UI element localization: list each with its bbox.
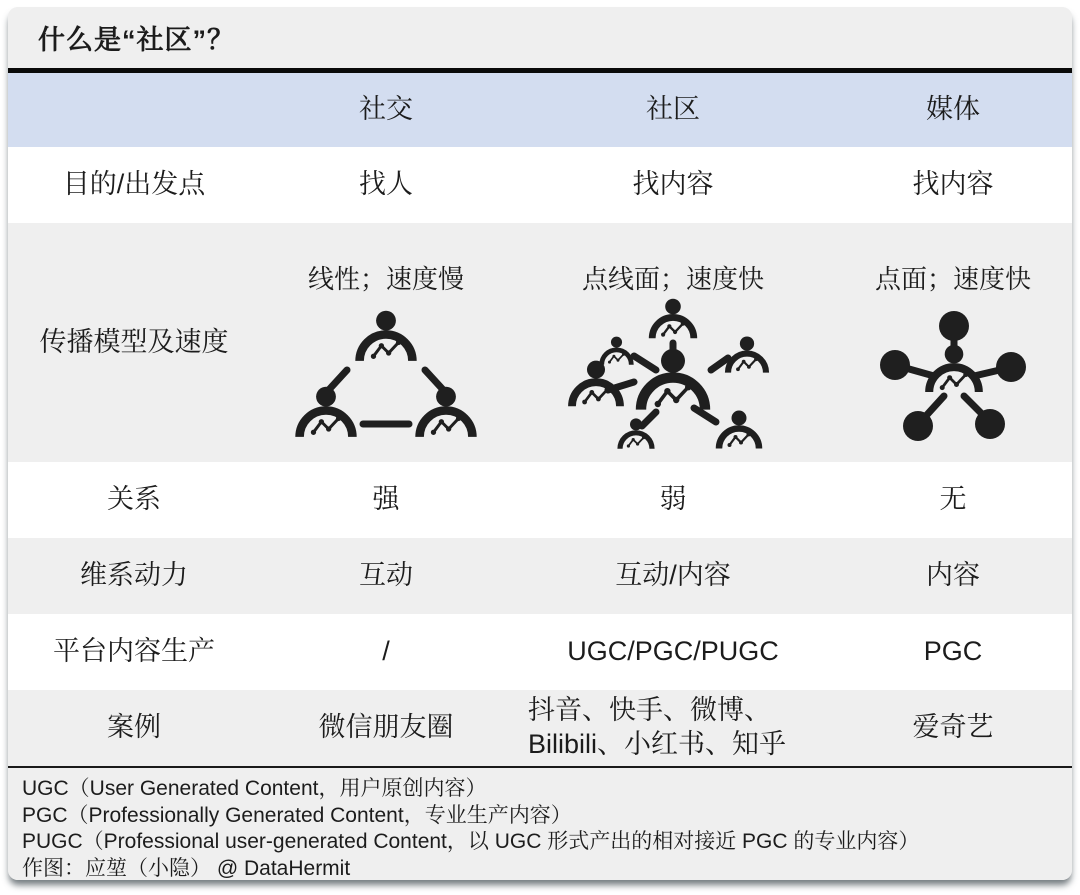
node-dot [939,311,969,341]
footnotes [8,768,1072,880]
person-icon [360,310,413,360]
page-title: 什么是“社区”？ [38,25,235,55]
cell-media-examples: 爱奇艺 [912,712,994,743]
person-icon [652,298,694,338]
hub-spoke-diagram [878,310,1028,445]
node-dot [996,352,1026,382]
footnote-ugc: UGC（User Generated Content，用户原创内容） [22,777,487,800]
edge-line [642,412,656,426]
footnote-pgc: PGC（Professionally Generated Content，专业生产内容） [22,803,572,827]
title-bar [8,7,1072,68]
cell-community-model [512,223,834,463]
cell-media-purpose: 找内容 [912,169,994,200]
model-caption-community: 点线面；速度快 [581,264,764,294]
cell-media-driver: 内容 [926,560,980,591]
footnote-credit: 作图：应堃（小隐） @ DataHermit [22,856,351,880]
table-row-content-production [8,614,1072,690]
column-header-media: 媒体 [926,94,980,125]
cell-social-relationship: 强 [372,484,400,515]
model-caption-social: 线性；速度慢 [307,264,464,294]
table-row-bonding-driver [8,538,1072,614]
node-dot [903,411,933,441]
cell-social-driver: 互动 [359,560,413,591]
person-icon [641,348,705,409]
footnote-pugc: PUGC（Professional user-generated Content，以 UGC 形式产出的相对接近 PGC 的专业内容） [22,830,920,853]
cell-community-driver: 互动/内容 [615,560,731,591]
row-label: 平台内容生产 [53,636,215,667]
row-label: 目的/出发点 [62,169,206,200]
table-row-purpose [8,147,1072,223]
node-dot [880,350,910,380]
edge-line [694,408,716,422]
cell-media-relationship: 无 [939,484,967,515]
cell-social-purpose: 找人 [359,169,413,200]
table-row-examples [8,690,1072,766]
person-icon [719,410,759,448]
model-caption-media: 点面；速度快 [874,264,1031,294]
cell-media-production: PGC [923,636,983,667]
row-label: 关系 [107,484,161,515]
person-icon [420,386,473,436]
cell-community-examples: 抖音、快手、微博、Bilibili、小红书、知乎 [528,695,787,759]
cell-social-model [260,223,512,463]
column-header-social: 社交 [359,94,413,125]
row-label: 维系动力 [80,560,188,591]
table-row-propagation-model [8,223,1072,462]
person-icon [601,336,631,364]
person-icon [929,344,979,391]
cell-media-model [834,223,1072,463]
cell-community-production: UGC/PGC/PUGC [567,636,779,667]
table-header-row [8,73,1072,147]
person-icon [728,336,766,372]
node-dot [975,409,1005,439]
person-icon [572,360,620,406]
mesh-network-diagram [566,298,781,463]
cell-social-examples: 微信朋友圈 [318,712,454,743]
triangle-network-diagram [291,310,481,446]
comparison-card [8,7,1072,880]
edge-line [634,356,656,370]
person-icon [300,386,353,436]
row-label: 传播模型及速度 [39,326,229,357]
cell-community-purpose: 找内容 [632,169,714,200]
cell-community-relationship: 弱 [659,484,687,515]
column-header-community: 社区 [646,94,700,125]
table-row-relationship [8,462,1072,538]
cell-social-production: / [382,636,390,667]
row-label: 案例 [107,712,161,743]
